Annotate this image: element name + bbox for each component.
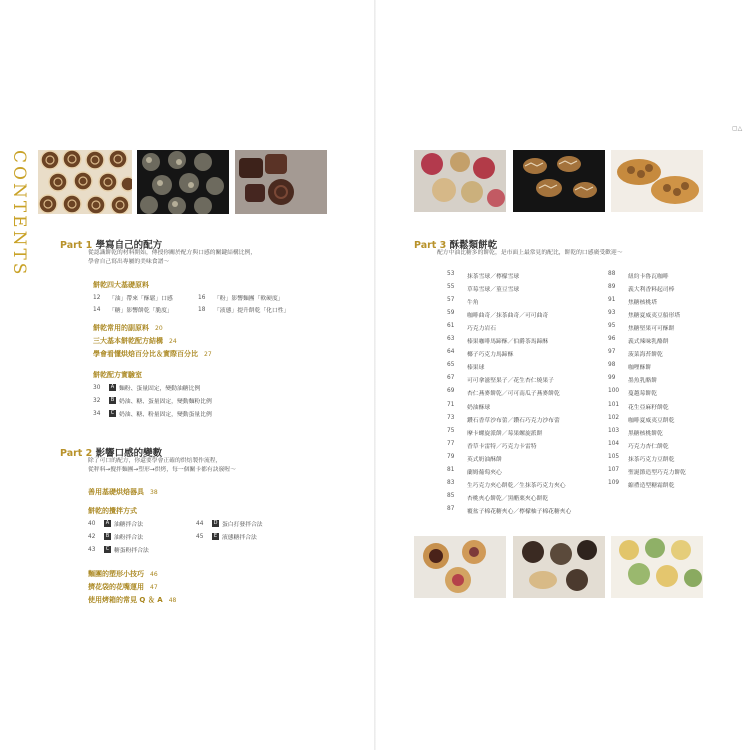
page-number: 96 <box>608 336 616 343</box>
badge-a: A <box>110 384 115 390</box>
part1-title: 學寫自己的配方 <box>95 240 163 251</box>
page-number: 87 <box>447 505 455 512</box>
part1-desc-2: 學會自己寫出專屬的美味食譜～ <box>88 259 170 265</box>
photo-coated-cookies <box>513 536 605 598</box>
part3-desc: 配方中油比糖多的餅乾，是市面上最常見的配比，餅乾的口感廣受歡迎～ <box>437 250 623 256</box>
page-number: 75 <box>447 427 455 434</box>
toc-entry[interactable]: 12 「油」帶來「酥鬆」口感 <box>93 294 173 302</box>
toc-entry[interactable] <box>447 454 502 463</box>
page-number: 105 <box>608 453 620 460</box>
toc-entry[interactable] <box>608 388 657 397</box>
section-sub-ingredients[interactable]: 餅乾常用的副原料 20 <box>93 324 163 332</box>
recipe-title: 紐約卡魯瓦咖啡 <box>628 274 669 280</box>
part2-label: Part 2 <box>60 448 93 459</box>
toc-entry[interactable]: 32 B 奶油、糖、蛋量固定，變動麵粉比例 <box>93 397 212 405</box>
recipe-title: 杏桃夾心餅乾／黑醋栗夾心餅乾 <box>467 495 549 502</box>
toc-entry[interactable] <box>608 375 657 384</box>
recipe-title: 牛角 <box>467 300 479 307</box>
section-three-structures[interactable]: 三大基本餅乾配方結構 24 <box>93 337 177 345</box>
part2-desc-1: 除了可口的配方，你還要學會正確的烘焙製作流程， <box>88 458 222 464</box>
page-number: 57 <box>447 297 455 304</box>
section-oven-qa[interactable]: 使用烤箱的常見 Q ＆ A 48 <box>88 596 177 604</box>
toc-entry[interactable]: 16 「粉」影響麵團「軟硬度」 <box>198 294 284 302</box>
part3-label: Part 3 <box>414 240 447 251</box>
crinkle-cookies-image <box>137 150 229 214</box>
recipe-title: 義式辣味乳酪餅 <box>628 339 669 346</box>
recipe-title: 咖哩酥餅 <box>628 365 652 372</box>
section-baking-tools[interactable]: 善用基礎烘焙器具 38 <box>88 488 158 496</box>
toc-entry[interactable]: 42 B 油粉拌合法 <box>88 533 143 541</box>
badge-b: B <box>110 397 115 403</box>
toc-entry[interactable]: 44 D 蛋白打發拌合法 <box>196 520 263 528</box>
photo-sandwich-cookies <box>414 536 506 598</box>
page-number: 79 <box>447 453 455 460</box>
page-number: 104 <box>608 440 620 447</box>
recipe-title: 焦糖核桃塔 <box>628 300 657 307</box>
recipe-title: 榛果咖啡馬蹄酥／伯爵茶馬蹄酥 <box>467 339 549 346</box>
recipe-title: 義大利香料起司棒 <box>628 287 675 294</box>
recipe-title: 香草卡雷特／巧克力卡雷特 <box>467 443 537 450</box>
page-number: 77 <box>447 440 455 447</box>
photo-florentine-cookies <box>513 150 605 212</box>
toc-entry[interactable] <box>447 271 519 280</box>
section-baking-percentage[interactable]: 學會看懂烘焙百分比＆實際百分比 27 <box>93 350 212 358</box>
recipe-title: 英式奶油酥餅 <box>467 456 502 463</box>
recipe-title: 奶油酥球 <box>467 404 491 411</box>
page-number: 73 <box>447 414 455 421</box>
page-number: 64 <box>447 349 455 356</box>
page-number: 97 <box>608 349 616 356</box>
photo-snowball-cookies <box>414 150 506 212</box>
recipe-title: 抹茶巧克力豆餅乾 <box>628 456 675 463</box>
page-number: 61 <box>447 323 455 330</box>
toc-entry[interactable] <box>447 415 560 424</box>
toc-entry[interactable]: 40 A 油糖拌合法 <box>88 520 143 528</box>
recipe-title: 咖啡曲奇／抹茶曲奇／可可曲奇 <box>467 313 549 320</box>
page-number: 59 <box>447 310 455 317</box>
recipe-title: 巧克力杏仁餅乾 <box>628 443 669 450</box>
recipe-title: 縮禮造型糖霜餅乾 <box>628 482 675 489</box>
page-number: 67 <box>447 375 455 382</box>
toc-entry[interactable] <box>447 349 513 358</box>
page-number: 102 <box>608 414 620 421</box>
toc-entry[interactable] <box>608 415 674 424</box>
recipe-title: 杏仁燕麥餅乾／可可南瓜子燕麥餅乾 <box>467 391 560 398</box>
badge-e: E <box>213 533 218 539</box>
toc-entry[interactable] <box>447 493 548 502</box>
toc-entry[interactable] <box>608 467 686 476</box>
part2-desc-2: 從秤料→攪拌麵團→塑形→烘烤，每一個關卡都有訣竅喔～ <box>88 467 236 473</box>
florentine-cookies-image <box>513 150 605 212</box>
photo-crinkle-cookies <box>137 150 229 214</box>
recipe-title: 焦糖夏威夷豆船形塔 <box>628 313 681 320</box>
page-corner-mark: ▢△ <box>732 125 743 132</box>
recipe-title: 抹茶雪球／檸檬雪球 <box>467 274 520 280</box>
page-number: 100 <box>608 388 620 395</box>
page-number: 83 <box>447 479 455 486</box>
toc-entry[interactable] <box>608 310 680 319</box>
toc-entry[interactable] <box>608 362 651 371</box>
toc-entry[interactable] <box>608 336 669 345</box>
section-base-ingredients[interactable]: 餅乾四大基礎原料 <box>93 281 149 289</box>
page-number: 89 <box>608 284 616 291</box>
toc-entry[interactable]: 45 E 液態糖拌合法 <box>196 533 257 541</box>
page-number: 91 <box>608 297 616 304</box>
part1-label: Part 1 <box>60 240 93 251</box>
recipe-title: 摩卡螺旋派餅／莓果螺旋派餅 <box>467 430 543 437</box>
page-number: 101 <box>608 401 620 408</box>
page-number: 98 <box>608 362 616 369</box>
recipe-title: 墨魚乳酪餅 <box>628 378 657 385</box>
toc-entry[interactable] <box>608 284 674 293</box>
part3-title: 酥鬆類餅乾 <box>449 240 498 251</box>
recipe-title: 生巧克力夾心餅乾／生抹茶巧克力夾心 <box>467 482 566 489</box>
toc-entry[interactable] <box>608 271 669 280</box>
section-recipe-lab[interactable]: 餅乾配方實驗室 <box>93 371 142 379</box>
toc-entry[interactable]: 30 A 麵粉、蛋量固定，變動油糖比例 <box>93 384 201 392</box>
section-mixing-methods[interactable]: 餅乾的攪拌方式 <box>88 507 137 515</box>
page-number: 63 <box>447 336 455 343</box>
toc-entry[interactable] <box>447 310 548 319</box>
part2-title: 影響口感的變數 <box>95 448 163 459</box>
recipe-title: 椰子巧克力馬蹄酥 <box>467 352 514 359</box>
page-number: 85 <box>447 492 455 499</box>
recipe-title: 蔓越莓餅乾 <box>628 391 657 398</box>
recipe-title: 聖誕節造型巧克力餅乾 <box>628 469 686 476</box>
toc-entry[interactable] <box>608 441 669 450</box>
page-number: 55 <box>447 284 455 291</box>
page-number: 69 <box>447 388 455 395</box>
recipe-title: 覆盆子棉花糖夾心／檸檬柚子棉花糖夾心 <box>467 508 572 515</box>
page-number: 93 <box>608 310 616 317</box>
photo-matcha-balls <box>611 536 703 598</box>
toc-entry[interactable] <box>447 336 548 345</box>
page-number: 88 <box>608 271 616 277</box>
toc-entry[interactable] <box>608 428 663 437</box>
swirl-cookies-image <box>38 150 132 214</box>
book-gutter <box>374 0 376 750</box>
page-number: 95 <box>608 323 616 330</box>
contents-vertical-title: CONTENTS <box>9 150 29 278</box>
part1-desc-1: 從認識餅乾的材料開始，傳授你關於配方與口感的關鍵結構比例， <box>88 250 257 256</box>
toc-entry[interactable]: 43 C 糖蛋粉拌合法 <box>88 546 149 554</box>
toc-entry[interactable]: 18 「液態」提升餅乾「化口性」 <box>198 306 290 314</box>
badge-d: D <box>213 520 218 526</box>
recipe-title: 草莓雪球／菫豆雪球 <box>467 287 520 294</box>
page-number: 103 <box>608 427 620 434</box>
recipe-title: 菠菜海苔餅乾 <box>628 352 663 359</box>
toc-entry[interactable] <box>447 323 496 332</box>
toc-entry[interactable] <box>608 480 674 489</box>
toc-entry[interactable] <box>447 506 571 515</box>
page-number: 109 <box>608 479 620 486</box>
recipe-title: 巧克力岩石 <box>467 326 496 333</box>
recipe-title: 焦糖堅果可可酥餅 <box>628 326 675 333</box>
page-number: 99 <box>608 375 616 382</box>
toc-entry[interactable] <box>447 375 554 384</box>
toc-entry[interactable] <box>447 467 502 476</box>
recipe-title: 黑糖核桃餅乾 <box>628 430 663 437</box>
page-number: 53 <box>447 271 455 277</box>
toc-entry[interactable]: 14 「糖」影響餅乾「脆度」 <box>93 306 173 314</box>
toc-entry[interactable] <box>608 402 669 411</box>
coated-cookies-image <box>513 536 605 598</box>
photo-chocolate-cups <box>235 150 327 214</box>
recipe-title: 鑽石香草沙布蕾／鑽石巧克力沙布蕾 <box>467 417 560 424</box>
toc-entry[interactable] <box>447 362 484 371</box>
matcha-balls-image <box>611 536 703 598</box>
photo-nut-tarts <box>611 150 703 212</box>
toc-entry[interactable] <box>447 428 542 437</box>
toc-entry[interactable] <box>447 480 566 489</box>
toc-entry[interactable]: 34 C 奶油、糖、粉量固定，變動蛋量比例 <box>93 410 212 418</box>
toc-entry[interactable] <box>447 402 490 411</box>
recipe-title: 可可拿滋堅果子／花生杏仁燒果子 <box>467 378 554 385</box>
badge-c: C <box>110 410 115 416</box>
page-number: 65 <box>447 362 455 369</box>
page-number: 107 <box>608 466 620 473</box>
toc-entry[interactable] <box>608 297 657 306</box>
sandwich-cookies-image <box>414 536 506 598</box>
recipe-title: 榛果球 <box>467 365 485 372</box>
toc-entry[interactable] <box>608 323 674 332</box>
photo-swirl-cookies <box>38 150 132 214</box>
toc-entry[interactable] <box>447 388 560 397</box>
section-piping-bag[interactable]: 擠花袋的花嘴運用 47 <box>88 583 158 591</box>
page-number: 71 <box>447 401 455 408</box>
page-number: 81 <box>447 466 455 473</box>
toc-entry[interactable] <box>608 454 674 463</box>
toc-entry[interactable] <box>447 297 479 306</box>
section-shaping-tips[interactable]: 麵團的塑形小技巧 46 <box>88 570 158 578</box>
snowball-cookies-image <box>414 150 506 212</box>
toc-entry[interactable] <box>447 284 519 293</box>
badge-a: A <box>105 520 110 526</box>
recipe-title: 蘭姆葡萄夾心 <box>467 469 502 476</box>
nut-tarts-image <box>611 150 703 212</box>
recipe-title: 咖啡夏威夷豆餅乾 <box>628 417 675 424</box>
toc-entry[interactable] <box>608 349 663 358</box>
recipe-title: 花生亞麻籽餅乾 <box>628 404 669 411</box>
badge-c: C <box>105 546 110 552</box>
chocolate-cups-image <box>235 150 327 214</box>
badge-b: B <box>105 533 110 539</box>
toc-entry[interactable] <box>447 441 537 450</box>
